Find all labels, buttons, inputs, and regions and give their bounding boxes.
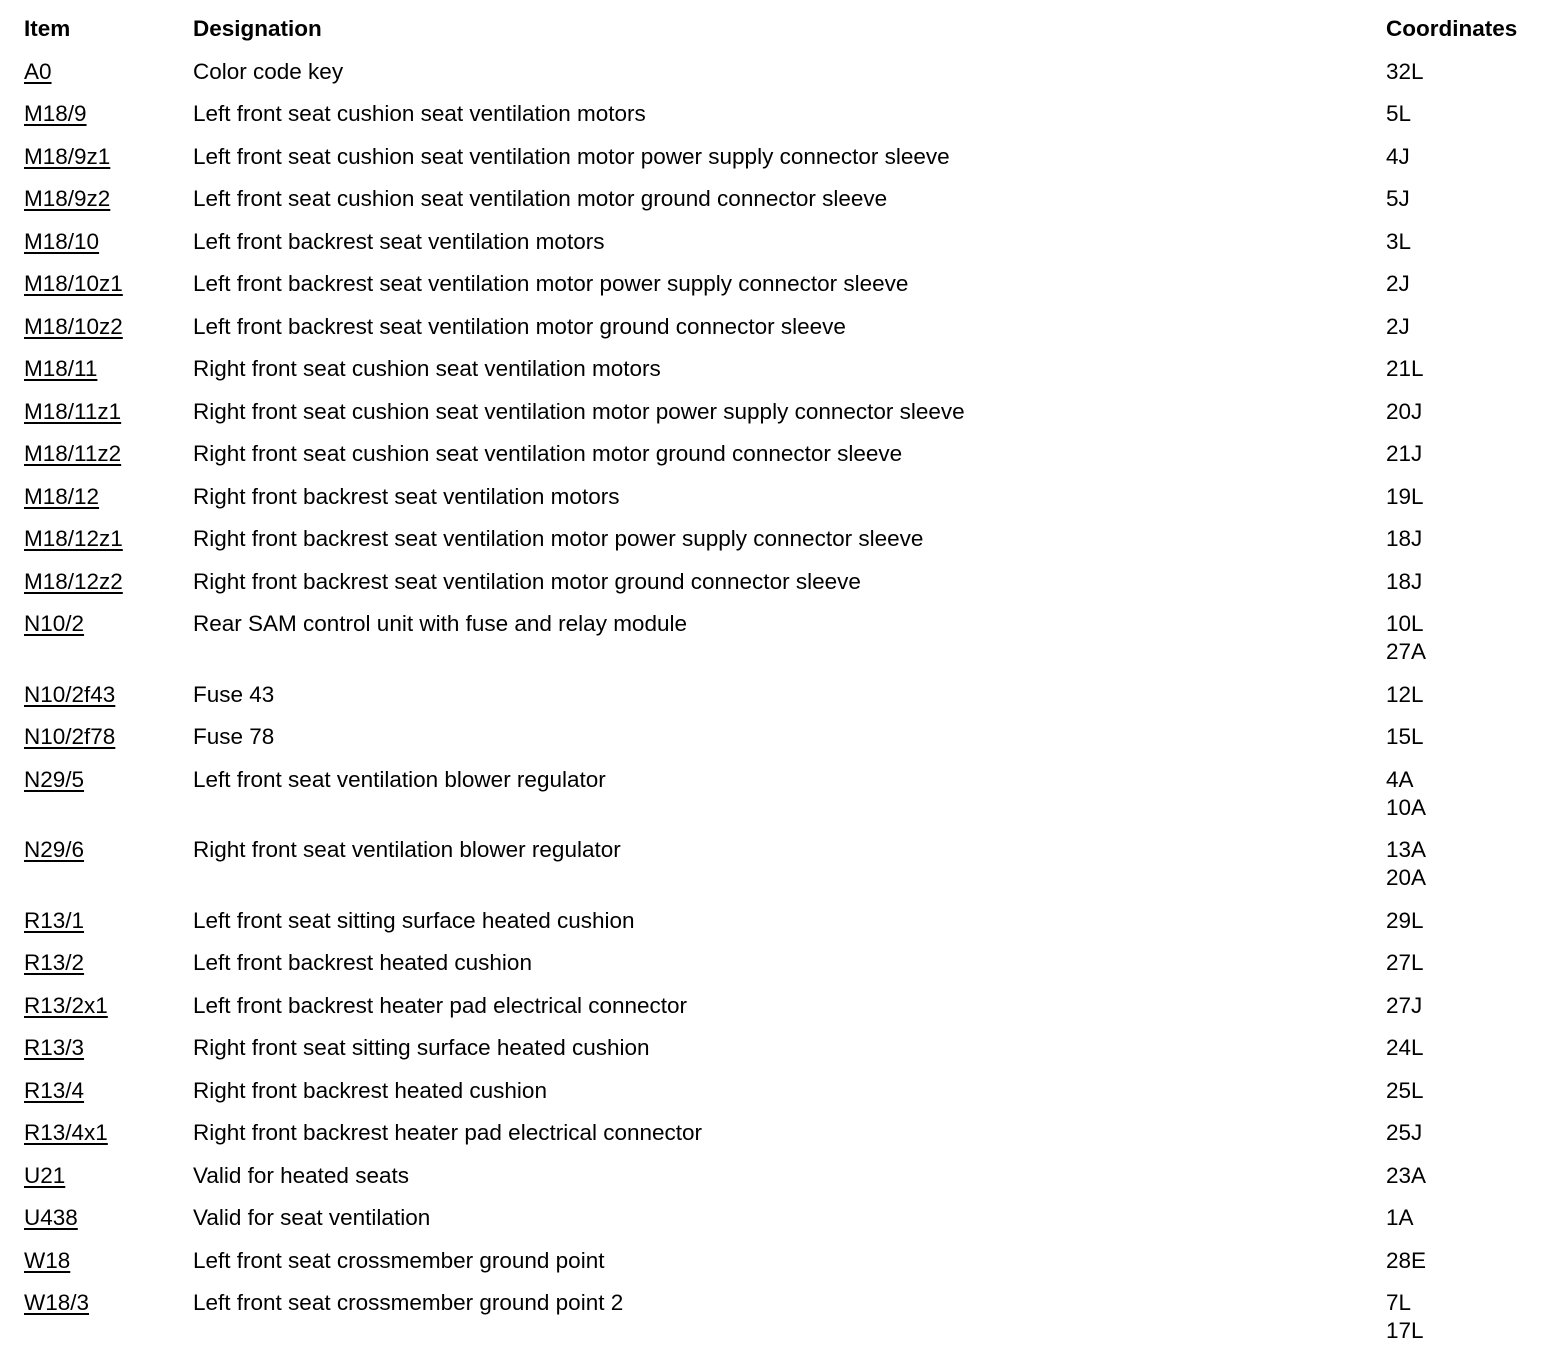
item-link[interactable]: M18/12z2 <box>24 568 123 594</box>
item-cell <box>24 1034 193 1062</box>
table-row <box>24 681 1554 709</box>
table-row <box>24 100 1554 128</box>
item-cell <box>24 228 193 256</box>
header-designation: Designation <box>193 16 322 41</box>
coordinates-cell <box>1386 100 1554 128</box>
designation-cell: Left front backrest heated cushion <box>193 950 532 975</box>
table-row <box>24 58 1554 86</box>
coordinates-cell <box>1386 270 1554 298</box>
coordinates-cell <box>1386 681 1554 709</box>
designation-cell: Left front backrest seat ventilation motor ground connector sleeve <box>193 313 846 339</box>
designation-cell: Left front backrest seat ventilation motors <box>193 228 605 254</box>
item-link[interactable]: U21 <box>24 1162 66 1188</box>
table-row <box>24 228 1554 256</box>
table-row <box>24 568 1554 596</box>
coordinates-cell <box>1386 525 1554 553</box>
designation-cell: Right front seat ventilation blower regulator <box>193 837 621 862</box>
table-row <box>24 398 1554 426</box>
coordinates-cell <box>1386 992 1554 1020</box>
designation-cell: Valid for heated seats <box>193 1162 409 1188</box>
designation-cell: Left front seat sitting surface heated cushion <box>193 907 635 933</box>
designation-cell: Left front seat cushion seat ventilation motor power supply connector sleeve <box>193 143 950 169</box>
item-cell <box>24 143 193 171</box>
item-link[interactable]: N10/2f78 <box>24 724 116 749</box>
table-row <box>24 1162 1554 1190</box>
table-row <box>24 836 1554 892</box>
item-cell <box>24 1162 193 1190</box>
coordinates-cell <box>1386 185 1554 213</box>
coordinates-cell <box>1386 355 1554 383</box>
coordinate-value: 7L <box>1386 1290 1412 1315</box>
item-link[interactable]: A0 <box>24 58 52 84</box>
coordinate-value: 2J <box>1386 271 1410 296</box>
designation-cell: Fuse 78 <box>193 724 275 749</box>
designation-cell: Right front seat sitting surface heated cushion <box>193 1035 650 1060</box>
item-cell <box>24 525 193 553</box>
coordinates-cell <box>1386 1204 1554 1232</box>
designation-cell: Left front backrest heater pad electrical connector <box>193 992 688 1018</box>
coordinates-cell <box>1386 228 1554 256</box>
table-row <box>24 313 1554 341</box>
table-row <box>24 1247 1554 1275</box>
coordinate-value: 18J <box>1386 568 1423 594</box>
coordinate-value: 21L <box>1386 356 1424 381</box>
coordinates-cell <box>1386 398 1554 426</box>
designation-cell: Right front backrest seat ventilation motors <box>193 483 620 509</box>
coordinates-cell <box>1386 1289 1554 1345</box>
coordinate-value: 2J <box>1386 313 1410 339</box>
table-row <box>24 1077 1554 1105</box>
item-link[interactable]: M18/10 <box>24 228 100 254</box>
coordinate-value: 4J <box>1386 143 1410 169</box>
coordinate-value: 15L <box>1386 724 1424 749</box>
table-row <box>24 766 1554 822</box>
designation-cell: Valid for seat ventilation <box>193 1205 431 1230</box>
item-link[interactable]: M18/9z1 <box>24 143 111 169</box>
item-cell <box>24 1204 193 1232</box>
item-cell <box>24 907 193 935</box>
designation-cell: Left front seat cushion seat ventilation motor ground connector sleeve <box>193 186 888 211</box>
item-link[interactable]: M18/11z2 <box>24 441 122 466</box>
coordinate-value: 19L <box>1386 483 1424 509</box>
table-row <box>24 992 1554 1020</box>
item-cell <box>24 568 193 596</box>
designation-cell: Left front seat crossmember ground point 2 <box>193 1290 624 1315</box>
coordinates-cell <box>1386 1119 1554 1147</box>
item-link[interactable]: U438 <box>24 1205 78 1230</box>
item-cell <box>24 723 193 751</box>
coordinate-value: 25L <box>1386 1077 1424 1103</box>
item-link[interactable]: W18/3 <box>24 1290 90 1315</box>
designation-cell: Left front seat crossmember ground point <box>193 1247 605 1273</box>
item-cell <box>24 681 193 709</box>
item-link[interactable]: M18/9 <box>24 101 87 126</box>
coordinate-value: 17L <box>1386 1318 1424 1343</box>
item-link[interactable]: N29/5 <box>24 766 85 792</box>
designation-cell: Left front seat cushion seat ventilation motors <box>193 101 646 126</box>
coordinates-cell <box>1386 836 1554 892</box>
item-cell <box>24 610 193 638</box>
coordinates-cell <box>1386 610 1554 666</box>
item-cell <box>24 313 193 341</box>
table-header <box>24 0 1554 43</box>
coordinate-value: 20J <box>1386 398 1423 424</box>
item-cell <box>24 1119 193 1147</box>
designation-cell: Right front seat cushion seat ventilation motor ground connector sleeve <box>193 441 903 466</box>
coordinates-cell <box>1386 766 1554 822</box>
coordinates-cell <box>1386 1162 1554 1190</box>
item-link[interactable]: N29/6 <box>24 837 85 862</box>
coordinates-cell <box>1386 907 1554 935</box>
item-link[interactable]: R13/4x1 <box>24 1120 108 1145</box>
item-cell <box>24 949 193 977</box>
coordinate-value: 13A <box>1386 837 1427 862</box>
coordinates-cell <box>1386 949 1554 977</box>
item-cell <box>24 355 193 383</box>
coordinates-cell <box>1386 1247 1554 1275</box>
designation-cell: Color code key <box>193 58 344 84</box>
item-cell <box>24 483 193 511</box>
coordinates-cell <box>1386 143 1554 171</box>
designation-cell: Rear SAM control unit with fuse and relay module <box>193 611 687 636</box>
coordinate-value: 5J <box>1386 186 1410 211</box>
coordinate-value: 18J <box>1386 526 1423 551</box>
table-row <box>24 483 1554 511</box>
table-row <box>24 143 1554 171</box>
item-cell <box>24 836 193 864</box>
item-link[interactable]: M18/11z1 <box>24 398 122 424</box>
coordinate-value: 24L <box>1386 1035 1424 1060</box>
coordinates-cell <box>1386 723 1554 751</box>
header-coordinates: Coordinates <box>1386 16 1518 41</box>
table-row <box>24 440 1554 468</box>
item-link[interactable]: W18 <box>24 1247 71 1273</box>
coordinate-value: 12L <box>1386 681 1424 707</box>
item-cell <box>24 398 193 426</box>
coordinates-cell <box>1386 483 1554 511</box>
table-row <box>24 355 1554 383</box>
item-link[interactable]: M18/12 <box>24 483 100 509</box>
item-cell <box>24 766 193 794</box>
item-link[interactable]: R13/2x1 <box>24 992 108 1018</box>
designation-cell: Right front backrest seat ventilation motor ground connector sleeve <box>193 568 861 594</box>
designation-cell: Left front backrest seat ventilation motor power supply connector sleeve <box>193 271 909 296</box>
coordinate-value: 21J <box>1386 441 1423 466</box>
coordinate-value: 32L <box>1386 58 1424 84</box>
table-body <box>24 58 1554 1346</box>
item-cell <box>24 1077 193 1105</box>
coordinate-value: 28E <box>1386 1247 1427 1273</box>
table-row <box>24 525 1554 553</box>
item-cell <box>24 1247 193 1275</box>
coordinates-cell <box>1386 568 1554 596</box>
coordinate-value: 25J <box>1386 1120 1423 1145</box>
table-row <box>24 723 1554 751</box>
item-link[interactable]: R13/3 <box>24 1035 85 1060</box>
item-link[interactable]: N10/2 <box>24 611 85 636</box>
item-link[interactable]: R13/1 <box>24 907 85 933</box>
coordinate-value: 10A <box>1386 794 1427 820</box>
item-cell <box>24 1289 193 1317</box>
item-link[interactable]: M18/10z1 <box>24 271 123 296</box>
coordinate-value: 3L <box>1386 228 1412 254</box>
table-row <box>24 1289 1554 1345</box>
coordinates-cell <box>1386 58 1554 86</box>
item-link[interactable]: M18/11 <box>24 356 98 381</box>
table-row <box>24 949 1554 977</box>
designation-cell: Right front backrest heater pad electrical connector <box>193 1120 703 1145</box>
item-link[interactable]: M18/10z2 <box>24 313 123 339</box>
item-link[interactable]: M18/9z2 <box>24 186 111 211</box>
coordinate-value: 1A <box>1386 1205 1414 1230</box>
designation-cell: Right front backrest heated cushion <box>193 1077 547 1103</box>
item-cell <box>24 992 193 1020</box>
item-link[interactable]: N10/2f43 <box>24 681 116 707</box>
item-cell <box>24 100 193 128</box>
designation-cell: Fuse 43 <box>193 681 275 707</box>
table-row <box>24 610 1554 666</box>
coordinates-cell <box>1386 1077 1554 1105</box>
coordinate-value: 29L <box>1386 907 1424 933</box>
item-link[interactable]: R13/2 <box>24 950 85 975</box>
item-cell <box>24 440 193 468</box>
table-row <box>24 1034 1554 1062</box>
coordinate-value: 20A <box>1386 865 1427 890</box>
coordinate-value: 27A <box>1386 639 1427 664</box>
table-row <box>24 1204 1554 1232</box>
header-item: Item <box>24 16 71 41</box>
designation-cell: Right front backrest seat ventilation motor power supply connector sleeve <box>193 526 924 551</box>
coordinate-value: 23A <box>1386 1162 1427 1188</box>
coordinate-value: 4A <box>1386 766 1414 792</box>
item-cell <box>24 58 193 86</box>
coordinate-value: 5L <box>1386 101 1412 126</box>
coordinate-value: 27L <box>1386 950 1424 975</box>
designation-cell: Right front seat cushion seat ventilation motor power supply connector sleeve <box>193 398 965 424</box>
coordinates-cell <box>1386 440 1554 468</box>
coordinates-cell <box>1386 1034 1554 1062</box>
table-row <box>24 907 1554 935</box>
item-cell <box>24 185 193 213</box>
item-link[interactable]: R13/4 <box>24 1077 85 1103</box>
component-legend-table <box>24 0 1554 1345</box>
table-row <box>24 270 1554 298</box>
coordinates-cell <box>1386 313 1554 341</box>
item-cell <box>24 270 193 298</box>
designation-cell: Left front seat ventilation blower regulator <box>193 766 606 792</box>
item-link[interactable]: M18/12z1 <box>24 526 123 551</box>
designation-cell: Right front seat cushion seat ventilation motors <box>193 356 661 381</box>
table-row <box>24 1119 1554 1147</box>
table-row <box>24 185 1554 213</box>
coordinate-value: 10L <box>1386 611 1424 636</box>
coordinate-value: 27J <box>1386 992 1423 1018</box>
